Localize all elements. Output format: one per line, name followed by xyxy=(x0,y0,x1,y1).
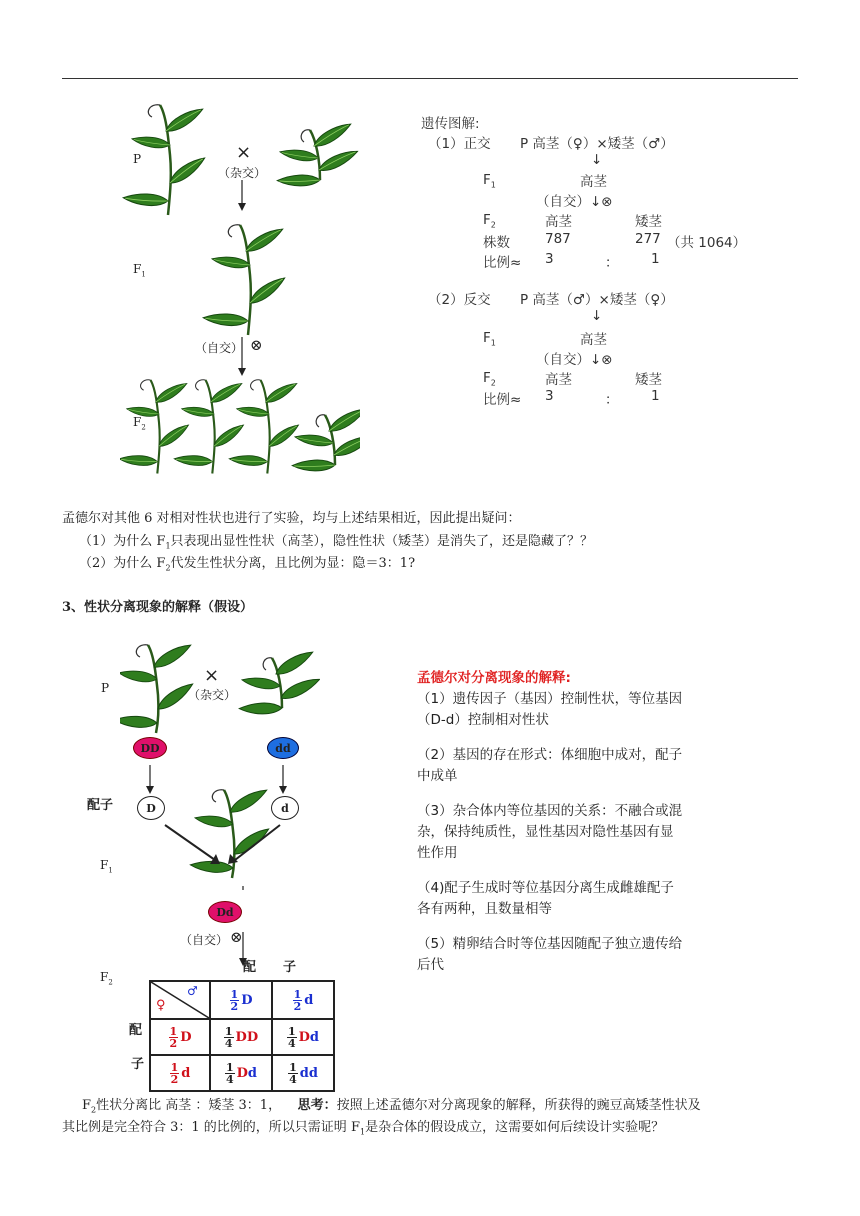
gamete-d-badge: d xyxy=(271,796,299,820)
reverse-ratio-short: 1 xyxy=(651,388,660,404)
fig2-label-p: P xyxy=(101,681,110,695)
reverse-p-line: P 高茎（♂）×矮茎（♀） xyxy=(520,292,674,308)
reverse-ratio-label: 比例≈ xyxy=(483,392,522,408)
punnett-zi-top: 子 xyxy=(283,960,297,975)
cell-dd: $\frac{1}{4}$ dd xyxy=(272,1055,334,1091)
explanation-5b: 后代 xyxy=(417,957,444,973)
reverse-arrow: ↓ xyxy=(591,308,603,324)
fig1-label-p: P xyxy=(133,152,142,166)
reverse-ratio-tall: 3 xyxy=(545,388,554,404)
reverse-f2-tall: 高茎 xyxy=(545,372,572,388)
ratio-paragraph-line2: 其比例是完全符合 3：1 的比例的，所以只需证明 $F_1$是杂合体的假设成立，这需要如何后续设计实验呢？ xyxy=(62,1120,665,1137)
explanation-2a: （2）基因的存在形式：体细胞中成对，配子 xyxy=(417,747,683,763)
punnett-pei-left: 配 xyxy=(129,1023,143,1038)
tall-plant-f1 xyxy=(203,225,289,335)
explanation-3a: （3）杂合体内等位基因的关系：不融合或混 xyxy=(417,803,683,819)
female-icon: ♀ xyxy=(156,998,166,1013)
forward-cross-label: （1）正交 xyxy=(428,136,491,152)
reverse-cross-label: （2）反交 xyxy=(428,292,491,308)
forward-ratio-tall: 3 xyxy=(545,251,554,267)
header-rule xyxy=(62,78,798,79)
fig2-cross-label: （杂交） xyxy=(188,688,237,702)
explanation-2b: 中成单 xyxy=(417,768,458,784)
forward-ratio-colon: ： xyxy=(605,255,619,271)
forward-count-short: 277 xyxy=(635,231,661,247)
forward-arrow: ↓ xyxy=(591,152,603,168)
figure-mendel-explanation xyxy=(120,640,320,890)
fig2-self-label: （自交） xyxy=(180,933,229,947)
cell-DD: $\frac{1}{4}$ DD xyxy=(210,1019,272,1055)
explanation-1a: （1）遗传因子（基因）控制性状，等位基因 xyxy=(417,691,683,707)
gamete-label: 配子 xyxy=(87,798,114,813)
forward-count-total: （共 1064） xyxy=(667,235,747,251)
female-gamete-D: $\frac{1}{2}$ D xyxy=(150,1019,210,1055)
forward-ratio-label: 比例≈ xyxy=(483,255,522,271)
forward-f2-label: $F_2$ xyxy=(483,212,496,230)
forward-f2-tall: 高茎 xyxy=(545,214,572,230)
question-2: （2）为什么 $F_2$代发生性状分离，且比例为显：隐＝3：1? xyxy=(79,556,416,573)
genetic-diagram-title: 遗传图解: xyxy=(421,116,480,132)
forward-count-label: 株数 xyxy=(483,235,510,251)
fig1-self-symbol: ⊗ xyxy=(250,336,263,354)
short-plant-f2 xyxy=(292,407,360,474)
forward-f1-value: 高茎 xyxy=(580,174,607,190)
punnett-zi-left: 子 xyxy=(131,1057,145,1072)
punnett-pei-top: 配 xyxy=(243,960,257,975)
punnett-corner-cell xyxy=(150,981,210,1019)
mendel-explanation-block xyxy=(417,668,747,976)
forward-f2-short: 矮茎 xyxy=(635,214,662,230)
reverse-f1-label: $F_1$ xyxy=(483,330,496,348)
forward-f1-label: $F_1$ xyxy=(483,172,496,190)
male-gamete-D: $\frac{1}{2}$ D xyxy=(210,981,272,1019)
explanation-1b: （D-d）控制相对性状 xyxy=(417,712,549,728)
fig2-label-f1: $F_1$ xyxy=(100,858,113,875)
male-gamete-d: $\frac{1}{2}$ d xyxy=(272,981,334,1019)
forward-p-line: P 高茎（♀）×矮茎（♂） xyxy=(520,136,674,152)
reverse-f2-label: $F_2$ xyxy=(483,370,496,388)
explanation-5a: （5）精卵结合时等位基因随配子独立遗传给 xyxy=(417,936,683,952)
male-icon: ♂ xyxy=(187,984,198,998)
ratio-paragraph-line1: $F_2$性状分离比 高茎 ：矮茎 3：1， 思考：按照上述孟德尔对分离现象的解释，所获得的豌豆高矮茎性状及 xyxy=(82,1098,701,1115)
section-3-heading: 3、性状分离现象的解释（假设） xyxy=(62,600,254,615)
tall-plant-DD xyxy=(120,643,197,733)
short-plant-p xyxy=(277,122,360,189)
gamete-D-badge: D xyxy=(137,796,165,820)
forward-count-tall: 787 xyxy=(545,231,571,247)
explanation-title: 孟德尔对分离现象的解释: xyxy=(417,670,571,686)
tall-plant-Dd xyxy=(190,788,273,878)
question-1: （1）为什么 $F_1$只表现出显性性状（高茎），隐性性状（矮茎）是消失了，还是隐藏了？？ xyxy=(79,534,594,551)
genotype-Dd-badge: Dd xyxy=(208,901,242,923)
fig1-label-f2: $F_2$ xyxy=(133,415,146,432)
female-gamete-d: $\frac{1}{2}$ d xyxy=(150,1055,210,1091)
forward-self: （自交）↓⊗ xyxy=(536,194,613,210)
explanation-3c: 性作用 xyxy=(417,845,458,861)
explanation-4a: （4)配子生成时等位基因分离生成雌雄配子 xyxy=(417,880,674,896)
fig2-label-f2: $F_2$ xyxy=(100,970,113,987)
fig1-label-f1: $F_1$ xyxy=(133,262,146,279)
fig1-self-label: （自交） xyxy=(195,341,244,355)
explanation-3b: 杂，保持纯质性，显性基因对隐性基因有显 xyxy=(417,824,674,840)
punnett-square xyxy=(149,980,335,1092)
fig1-cross-label: （杂交） xyxy=(218,166,267,180)
forward-ratio-short: 1 xyxy=(651,251,660,267)
fig2-self-symbol: ⊗ xyxy=(230,928,243,946)
cell-Dd-1: $\frac{1}{4}$ Dd xyxy=(272,1019,334,1055)
genotype-DD-badge: DD xyxy=(133,737,167,759)
reverse-f2-short: 矮茎 xyxy=(635,372,662,388)
reverse-ratio-colon: ： xyxy=(605,392,619,408)
intro-paragraph: 孟德尔对其他 6 对相对性状也进行了实验，均与上述结果相近，因此提出疑问： xyxy=(62,511,521,526)
explanation-4b: 各有两种，且数量相等 xyxy=(417,901,552,917)
fig1-cross-symbol: × xyxy=(236,142,252,163)
reverse-self: （自交）↓⊗ xyxy=(536,352,613,368)
fig2-cross-symbol: × xyxy=(204,665,220,686)
cell-Dd-2: $\frac{1}{4}$ Dd xyxy=(210,1055,272,1091)
genotype-dd-badge: dd xyxy=(267,737,299,759)
reverse-f1-value: 高茎 xyxy=(580,332,607,348)
short-plant-dd xyxy=(239,650,320,717)
